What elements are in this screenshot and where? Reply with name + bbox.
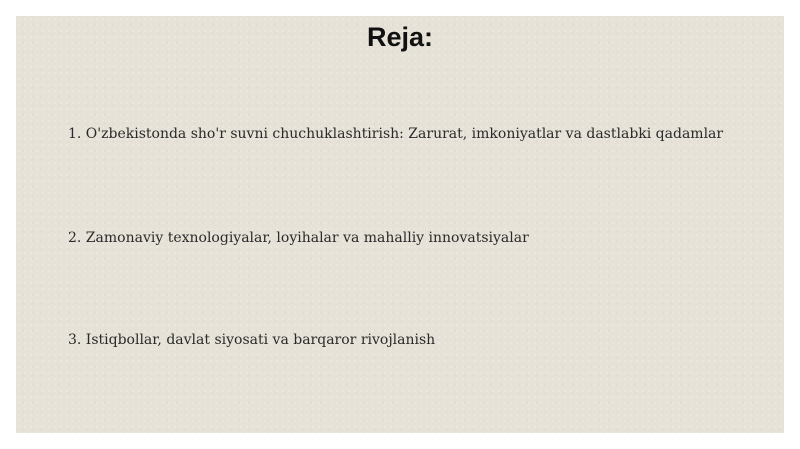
plan-item-2: 2. Zamonaviy texnologiyalar, loyihalar va mahalliy innovatsiyalar: [68, 230, 529, 246]
plan-item-1: 1. O'zbekistonda sho'r suvni chuchuklashtirish: Zarurat, imkoniyatlar va dastlabki qadamlar: [68, 126, 724, 142]
slide-title: Reja:: [366, 22, 434, 52]
slide: [16, 16, 784, 433]
plan-item-3: 3. Istiqbollar, davlat siyosati va barqaror rivojlanish: [68, 332, 436, 348]
